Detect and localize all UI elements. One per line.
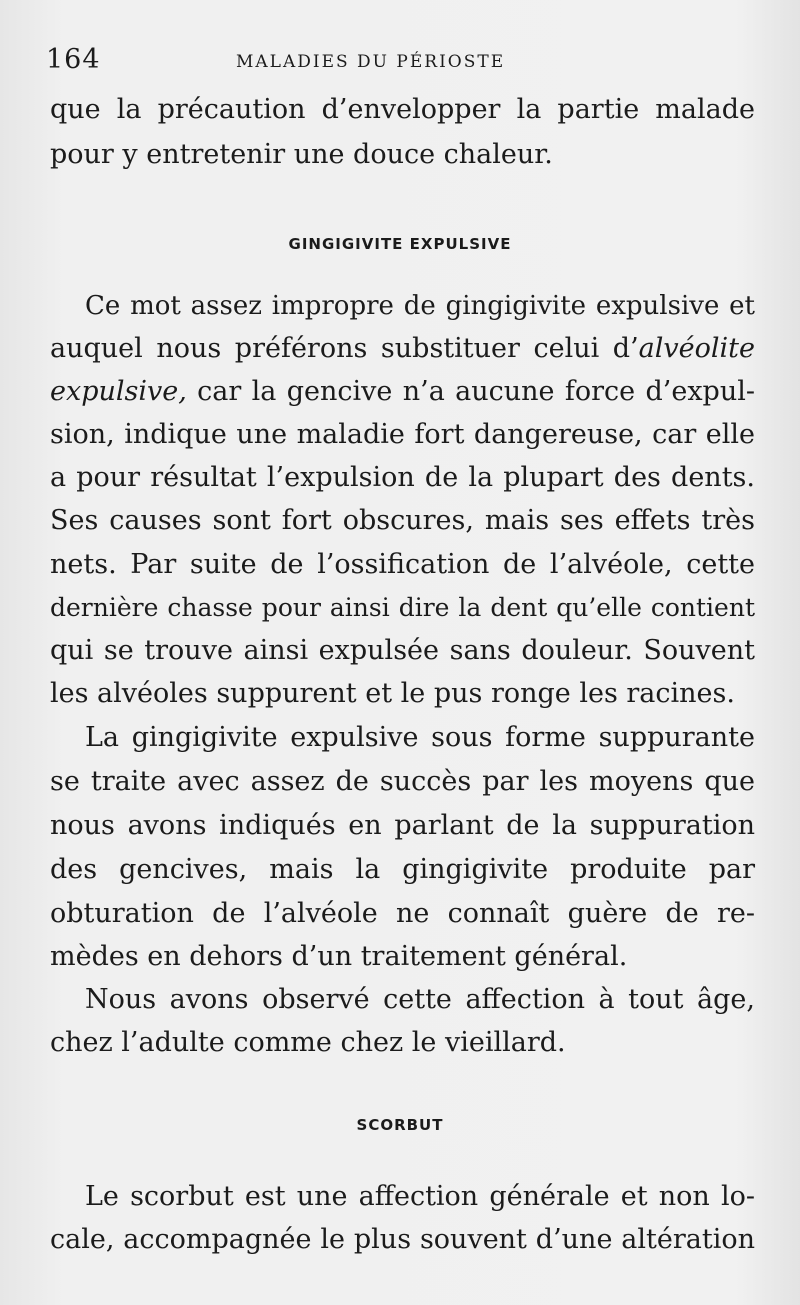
italic-term: alvéolite [638,333,755,364]
text-line: mèdes en dehors d’un traitement général. [50,941,628,972]
text-line: nous avons indiqués en parlant de la suppuration [50,810,755,841]
page-number: 164 [46,44,101,75]
text-line: les alvéoles suppurent et le pus ronge les racines. [50,678,735,709]
text-line: chez l’adulte comme chez le vieillard. [50,1027,566,1058]
section-heading: SCORBUT [356,1116,444,1134]
text-line: se traite avec assez de succès par les moyens que [50,766,755,797]
text-line: pour y entretenir une douce chaleur. [50,139,553,170]
text-line: Nous avons observé cette affection à tout âge, [85,984,755,1015]
italic-term: expulsive, [50,376,187,407]
text-line: a pour résultat l’expulsion de la plupart des dents. [50,462,755,493]
text-line [50,333,755,365]
text-line: cale, accompagnée le plus souvent d’une altération [50,1224,755,1255]
section-heading: GINGIGIVITE EXPULSIVE [288,235,512,253]
text-line: Le scorbut est une affection générale et non lo- [85,1181,755,1212]
page-header [46,44,758,78]
text-line: Ses causes sont fort obscures, mais ses effets très [50,505,755,536]
text-line: La gingigivite expulsive sous forme suppurante [85,722,755,753]
text-line: des gencives, mais la gingigivite produite par [50,854,755,885]
text-line [50,376,755,408]
text-line: qui se trouve ainsi expulsée sans douleur. Souvent [50,635,755,666]
text-span: car la gencive n’a aucune force d’expul- [186,376,755,407]
text-line: dernière chasse pour ainsi dire la dent qu’elle contient [50,593,755,622]
text-span: auquel nous préférons substituer celui d’ [50,333,639,364]
text-line: obturation de l’alvéole ne connaît guère de re- [50,898,755,929]
text-line: Ce mot assez impropre de gingigivite expulsive et [85,291,755,321]
running-head: MALADIES DU PÉRIOSTE [236,52,506,72]
text-line: que la précaution d’envelopper la partie malade [50,94,755,125]
text-line: sion, indique une maladie fort dangereuse, car elle [50,419,755,450]
text-line: nets. Par suite de l’ossification de l’alvéole, cette [50,549,755,580]
